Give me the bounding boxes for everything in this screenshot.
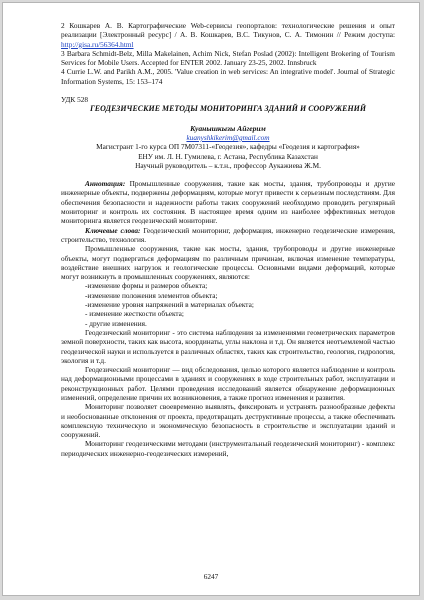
page-number: 6247 — [203, 572, 219, 581]
page-content — [61, 21, 395, 458]
list-item: -изменение формы и размеров объекта; — [85, 281, 208, 291]
list-item: - другие изменения. — [85, 318, 147, 328]
list-item: - изменение жесткости объекта; — [85, 309, 184, 319]
list-item: -изменение уровня напряжений в материалах объекта; — [85, 300, 254, 310]
paragraph-5: Мониторинг геодезическими методами (инструментальный геодезический мониторинг) - комплекс периодических инженерно-геодезических измерений, — [61, 439, 395, 458]
reference-4: 4 Currie L.W. and Parikh A.M., 2005. 'Value creation in web services: An integrative model'. Journal of Strategic Information Systems, 15: 153–174 — [61, 67, 395, 86]
author-email[interactable]: kuanyshkikerim@gmail.com — [186, 132, 270, 142]
affiliation-line-2: ЕНУ им. Л. Н. Гумилева, г. Астана, Республика Казахстан — [138, 151, 318, 161]
article-title: ГЕОДЕЗИЧЕСКИЕ МЕТОДЫ МОНИТОРИНГА ЗДАНИЙ И СООРУЖЕНИЙ — [89, 104, 367, 114]
affiliation-line-1: Магистрант 1-го курса ОП 7М07311-«Геодезия», кафедры «Геодезия и картография» — [96, 142, 360, 152]
paragraph-1: Промышленные сооружения, такие как мосты, здания, трубопроводы и другие инженерные объекты, могут подвергаться деформациям по различным причинам, включая изменение температуры, воздействие внешних нагрузок и геологические процессы. Основными видами деформаций, которые могут возникнуть в промышленных сооружениях, являются: — [61, 244, 395, 282]
reference-2 — [61, 21, 395, 49]
abstract — [61, 179, 395, 225]
paragraph-3: Геодезический мониторинг — вид обследования, целью которого является наблюдение и контроль над деформационными процессами в зданиях и сооружениях в ходе строительных работ, эксплуатации и реконструкционных работ. Целями проведения исследований является обнаружение деформационных изменений, определение причин их возникновения, а также прогноз изменения и развития. — [61, 365, 395, 402]
paragraph-4: Мониторинг позволяет своевременно выявлять, фиксировать и устранять разнообразные дефекты и необоснованные отклонения от проекта, предотвращать деструктивные процессы, а также обеспечивать комплексную техническую и экономическую безопасность в строительстве и эксплуатации зданий и сооружений. — [61, 402, 395, 440]
reference-2-text: 2 Кошкарев А. В. Картографические Web-сервисы геопорталов: технологические решения и опыт реализации [Электронный ресурс] / А. В. Кошкарев, В.С. Тикунов, С. А. Тимонин // Режим доступа: — [61, 21, 395, 40]
article-body — [61, 179, 395, 458]
abstract-text: Промышленные сооружения, такие как мосты, здания, трубопроводы и другие инженерные объекты, подвержены деформациям, которые могут привести к серьезным последствиям. Для обеспечения безопасности и надежности работы таких сооружений необходимо проводить регулярный мониторинг и контроль их состояния. В настоящее время одним из наиболее эффективных методов мониторинга является геодезический мониторинг. — [61, 179, 395, 226]
affiliation-line-3: Научный руководитель – к.т.н., профессор Аукажиева Ж.М. — [135, 160, 321, 170]
list-item: -изменение положения элементов объекта; — [85, 290, 218, 300]
references-list — [61, 21, 395, 86]
abstract-label: Аннотация: — [85, 179, 126, 189]
author-email-line — [61, 133, 395, 142]
keywords — [61, 226, 395, 245]
keywords-text: Геодезический мониторинг, деформация, инженерно геодезические измерения, строительство, технология. — [61, 225, 395, 244]
author-name: Куанышкызы Айгерим — [190, 123, 266, 133]
paragraph-2: Геодезический мониторинг - это система наблюдения за изменениями геометрических параметров земной поверхности, таких как высота, координаты, углы наклона и т.д. Он является неотъемлемой частью геодезической науки и используется в различных областях, таких как строительство, геология, гидрология, экология и т.д. — [61, 327, 395, 365]
deformation-list — [61, 281, 395, 327]
reference-2-link[interactable]: http://gisa.ru/56364.html — [61, 39, 134, 49]
reference-3: 3 Barbara Schmidt-Belz, Milla Makelainen, Achim Nick, Stefan Poslad (2002): Intelligent Brokering of Tourism Services for Mobile Users. Accepted for ENTER 2002. January 23-25, 2002. Innsbruck — [61, 48, 395, 68]
udc-code: УДК 528 — [61, 95, 89, 105]
document-page — [2, 2, 420, 596]
keywords-label: Ключевые слова: — [85, 225, 141, 235]
